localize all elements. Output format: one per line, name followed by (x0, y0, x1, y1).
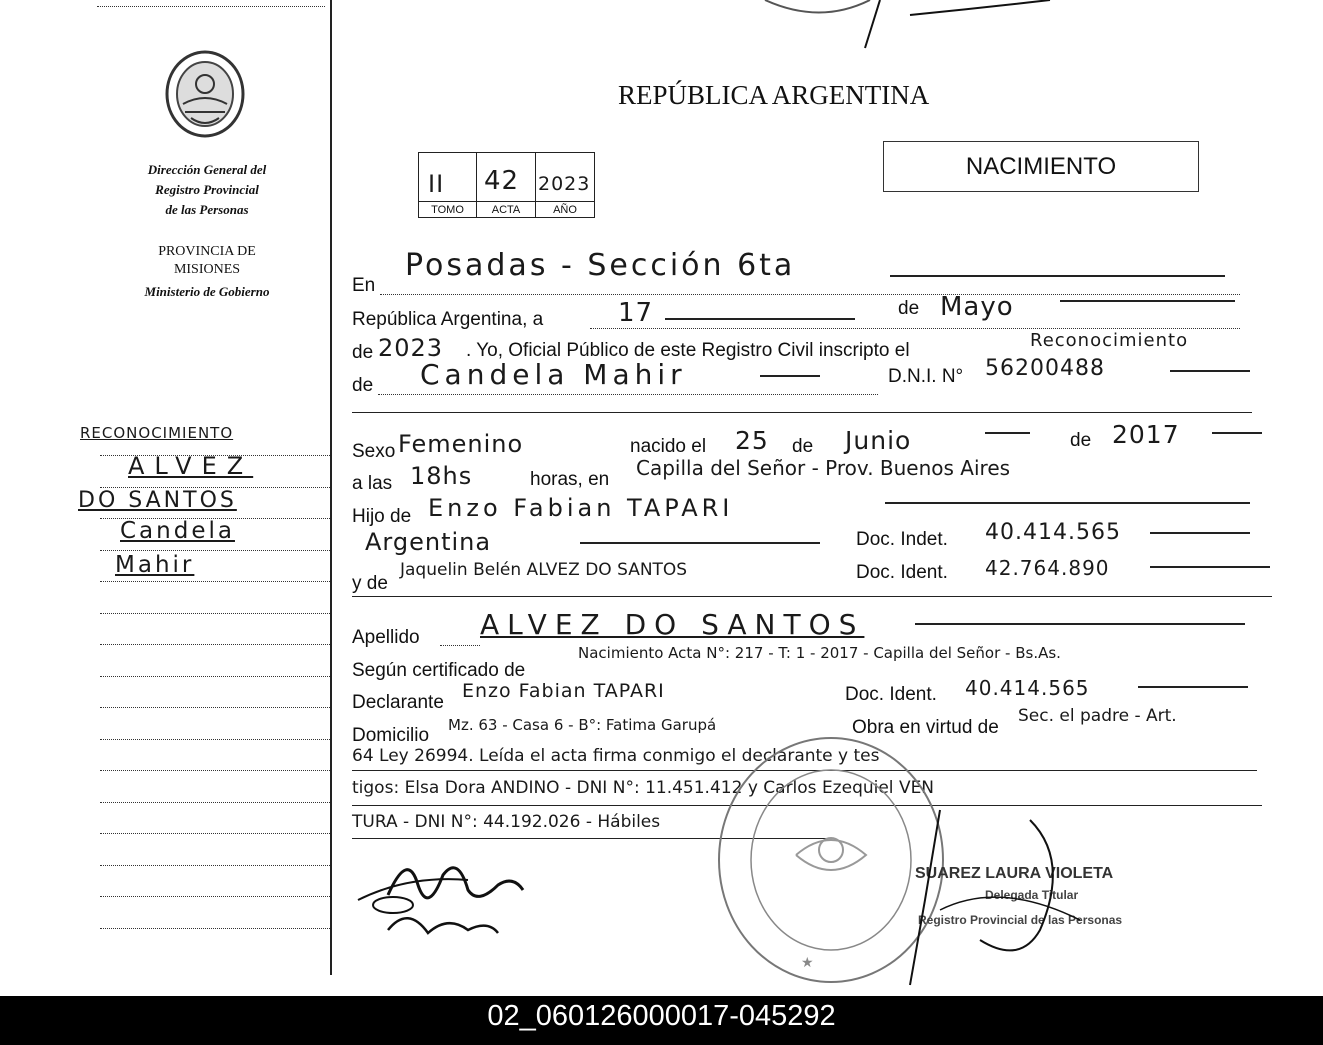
dni-value: 56200488 (985, 356, 1105, 381)
birth-hour: 18hs (410, 462, 473, 490)
declarante-doc-line (1138, 686, 1248, 688)
horas-label: horas, en (530, 469, 610, 490)
org-name-line3: de las Personas (165, 202, 249, 217)
province-line2: MISIONES (173, 262, 241, 277)
margin-dotted-line (100, 865, 330, 866)
segun-label: Según certificado de (352, 660, 526, 681)
declarante-label: Declarante (352, 692, 444, 713)
province-seal (163, 48, 247, 140)
org-name-line1: Dirección General del (147, 162, 267, 177)
apellido-value: ALVEZ DO SANTOS (480, 608, 865, 641)
margin-dotted-line (100, 770, 330, 771)
document-code: 02_060126000017-045292 (487, 1000, 836, 1032)
dni-label: D.N.I. N° (888, 366, 964, 387)
left-top-dotted (97, 6, 325, 7)
sexo-value: Femenino (398, 430, 524, 458)
name-value: Candela Mahir (420, 358, 687, 391)
body-line-1: 64 Ley 26994. Leída el acta firma conmigo el declarante y tes (352, 746, 880, 766)
de-label: de (898, 298, 920, 319)
record-type-label: NACIMIENTO (965, 153, 1117, 180)
section-separator-1 (352, 412, 1252, 413)
day-line (665, 318, 855, 320)
margin-dotted-line (100, 928, 330, 929)
de5-label: de (1070, 430, 1092, 451)
box-divider (418, 201, 595, 202)
father-name: Enzo Fabian TAPARI (428, 494, 734, 522)
margin-dotted-line (100, 613, 330, 614)
margin-note-line4: Mahir (115, 552, 195, 578)
father-doc-line (1150, 532, 1250, 534)
margin-dotted-line (100, 707, 330, 708)
margin-dotted-line (100, 518, 330, 519)
birth-month-line (985, 432, 1030, 434)
mother-name: Jaquelin Belén ALVEZ DO SANTOS (400, 560, 688, 580)
acta-value: 42 (484, 166, 520, 196)
father-line (885, 502, 1250, 504)
margin-note-line3: Candela (120, 518, 235, 544)
margin-note-line1: ALVEZ (128, 452, 254, 480)
declarante-doc: 40.414.565 (965, 676, 1090, 700)
yde-label: y de (352, 573, 388, 594)
svg-text:★: ★ (801, 955, 814, 971)
anio-label: AÑO (553, 204, 577, 216)
nationality-line (580, 542, 820, 544)
margin-note-line2: DO SANTOS (78, 488, 237, 513)
page-divider (330, 0, 332, 975)
margin-dotted-line (100, 455, 330, 456)
birth-month: Junio (845, 426, 912, 455)
en-value: Posadas - Sección 6ta (405, 248, 796, 283)
record-type-box (883, 141, 1199, 192)
margin-dotted-line (100, 581, 330, 582)
margin-dotted-line (100, 739, 330, 740)
mother-doc-line (1150, 566, 1270, 568)
ministry-name: Ministerio de Gobierno (144, 284, 270, 299)
declarante-value: Enzo Fabian TAPARI (462, 680, 665, 702)
margin-dotted-line (100, 644, 330, 645)
domicilio-label: Domicilio (352, 725, 430, 746)
doc-ident-label: Doc. Ident. (856, 562, 948, 583)
day-value: 17 (618, 298, 654, 328)
anio-value: 2023 (538, 173, 591, 195)
en-line (890, 275, 1225, 277)
month-line (1060, 300, 1235, 302)
dni-line (1170, 370, 1250, 372)
margin-dotted-line (100, 550, 330, 551)
body-line-2: tigos: Elsa Dora ANDINO - DNI N°: 11.451.412 y Carlos Ezequiel VEN (352, 778, 935, 798)
row2-dots (590, 328, 1240, 329)
birth-place: Capilla del Señor - Prov. Buenos Aires (636, 456, 1011, 480)
apellido-label: Apellido (352, 627, 420, 648)
doc-ident2-label: Doc. Ident. (845, 684, 937, 705)
de2-label: de (352, 342, 374, 363)
name-line (760, 375, 820, 377)
birth-day: 25 (735, 426, 769, 455)
tomo-label: TOMO (431, 204, 464, 216)
acta-label: ACTA (491, 204, 521, 216)
margin-dotted-line (100, 676, 330, 677)
en-dots (380, 294, 1240, 295)
body-line-3: TURA - DNI N°: 44.192.026 - Hábiles (352, 812, 661, 832)
stamp-name: SUAREZ LAURA VIOLETA (915, 865, 1114, 882)
year-value: 2023 (378, 334, 444, 362)
country-title: REPÚBLICA ARGENTINA (618, 80, 930, 110)
inscripto-value: Reconocimiento (1030, 330, 1189, 351)
tomo-value: II (428, 170, 445, 198)
birth-year: 2017 (1112, 420, 1180, 449)
right-signature (880, 790, 1100, 990)
section-separator-2 (352, 596, 1272, 597)
top-seal-fragment (760, 0, 1080, 50)
nacido-label: nacido el (630, 436, 707, 457)
apellido-line (915, 623, 1245, 625)
margin-dotted-line (100, 896, 330, 897)
margin-dotted-line (100, 802, 330, 803)
stamp-office: Registro Provincial de las Personas (918, 913, 1123, 927)
margin-note-title: RECONOCIMIENTO (80, 424, 234, 442)
hijo-label: Hijo de (352, 506, 412, 527)
obra-value: Sec. el padre - Art. (1018, 706, 1177, 726)
month-value: Mayo (940, 292, 1014, 322)
yo-text: . Yo, Oficial Público de este Registro Civil inscripto el (466, 340, 910, 361)
domicilio-value: Mz. 63 - Casa 6 - B°: Fatima Garupá (448, 716, 717, 734)
father-nationality: Argentina (365, 528, 492, 556)
apellido-dots (440, 645, 480, 646)
obra-label: Obra en virtud de (852, 717, 999, 738)
segun-value: Nacimiento Acta N°: 217 - T: 1 - 2017 - Capilla del Señor - Bs.As. (578, 644, 1061, 662)
doc-indet-label: Doc. Indet. (856, 529, 948, 550)
province-line1: PROVINCIA DE (158, 244, 256, 259)
margin-dotted-line (100, 833, 330, 834)
birth-year-line (1212, 432, 1262, 434)
sexo-label: Sexo (352, 441, 396, 462)
stamp-title: Delegada Titular (985, 888, 1079, 902)
mother-doc: 42.764.890 (985, 556, 1110, 580)
de4-label: de (792, 436, 814, 457)
father-doc: 40.414.565 (985, 520, 1121, 545)
republica-label: República Argentina, a (352, 309, 544, 330)
de3-label: de (352, 375, 374, 396)
left-signature (348, 845, 548, 945)
en-label: En (352, 275, 376, 296)
margin-dotted-line (100, 487, 330, 488)
alas-label: a las (352, 473, 393, 494)
org-name-line2: Registro Provincial (155, 182, 259, 197)
row4-dots (378, 394, 878, 395)
